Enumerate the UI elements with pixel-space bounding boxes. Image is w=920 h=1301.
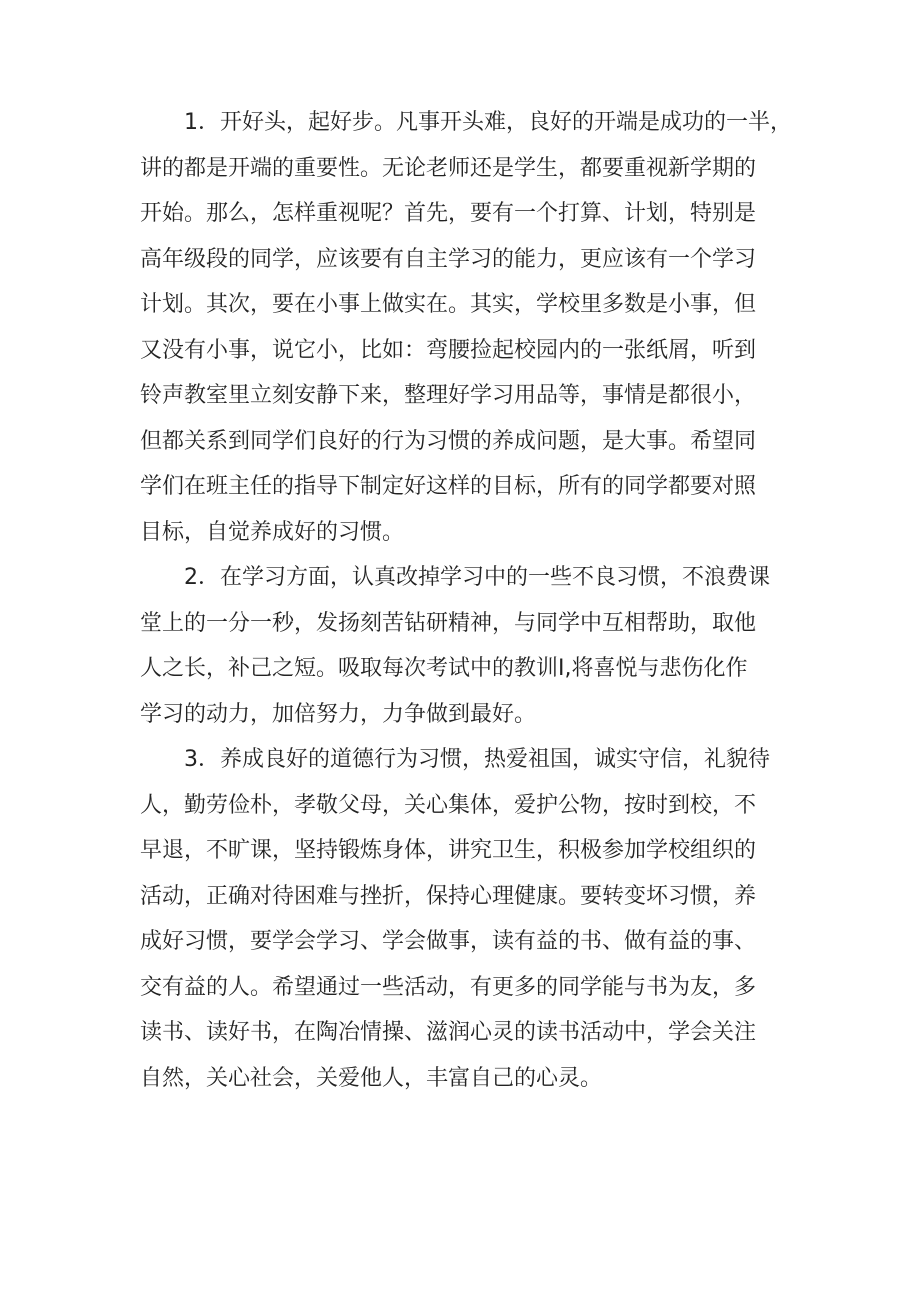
paragraph-line: 自然，关心社会，关爱他人，丰富自己的心灵。	[140, 1065, 603, 1091]
paragraph-line: 学们在班主任的指导下制定好这样的目标，所有的同学都要对照	[140, 474, 757, 499]
paragraph-line: 堂上的一分一秒，发扬刻苦钻研精神，与同学中互相帮助，取他	[140, 610, 757, 636]
paragraph-line: 目标，自觉养成好的习惯。	[140, 519, 405, 545]
paragraph-line: 高年级段的同学，应该要有自主学习的能力，更应该有一个学习	[140, 246, 757, 272]
paragraph-line: 开始。那么，怎样重视呢？首先，要有一个打算、计划，特别是	[140, 201, 757, 226]
paragraph-line: 学习的动力，加倍努力，力争做到最好。	[140, 701, 537, 727]
paragraph-3	[140, 737, 794, 1101]
paragraph-line: 3．养成良好的道德行为习惯，热爱祖国，诚实守信，礼貌待	[140, 747, 770, 772]
paragraph-line: 成好习惯，要学会学习、学会做事，读有益的书、做有益的事、	[140, 929, 757, 954]
paragraph-line: 人之长，补己之短。吸取每次考试中的教训I,将喜悦与悲伤化作	[140, 656, 748, 681]
paragraph-line: 但都关系到同学们良好的行为习惯的养成问题，是大事。希望同	[140, 428, 757, 454]
paragraph-line: 早退，不旷课，坚持锻炼身体，讲究卫生，积极参加学校组织的	[140, 838, 757, 863]
paragraph-2	[140, 555, 794, 737]
document-body	[140, 100, 794, 1101]
paragraph-line: 1．开好头，起好步。凡事开头难，良好的开端是成功的一半，	[140, 110, 792, 135]
paragraph-1	[140, 100, 794, 555]
paragraph-line: 2．在学习方面，认真改掉学习中的一些不良习惯，不浪费课	[140, 565, 770, 590]
paragraph-line: 活动，正确对待困难与挫折，保持心理健康。要转变坏习惯，养	[140, 883, 757, 909]
paragraph-line: 交有益的人。希望通过一些活动，有更多的同学能与书为友，多	[140, 974, 757, 1000]
paragraph-line: 计划。其次，要在小事上做实在。其实，学校里多数是小事，但	[140, 292, 757, 317]
paragraph-line: 读书、读好书，在陶冶情操、滋润心灵的读书活动中，学会关注	[140, 1020, 757, 1045]
paragraph-line: 讲的都是开端的重要性。无论老师还是学生，都要重视新学期的	[140, 155, 757, 181]
paragraph-line: 铃声教室里立刻安静下来，整理好学习用品等，事情是都很小，	[140, 383, 757, 408]
paragraph-line: 人，勤劳俭朴，孝敬父母，关心集体，爱护公物，按时到校，不	[140, 792, 757, 818]
paragraph-line: 又没有小事，说它小，比如：弯腰捡起校园内的一张纸屑，听到	[140, 337, 757, 363]
